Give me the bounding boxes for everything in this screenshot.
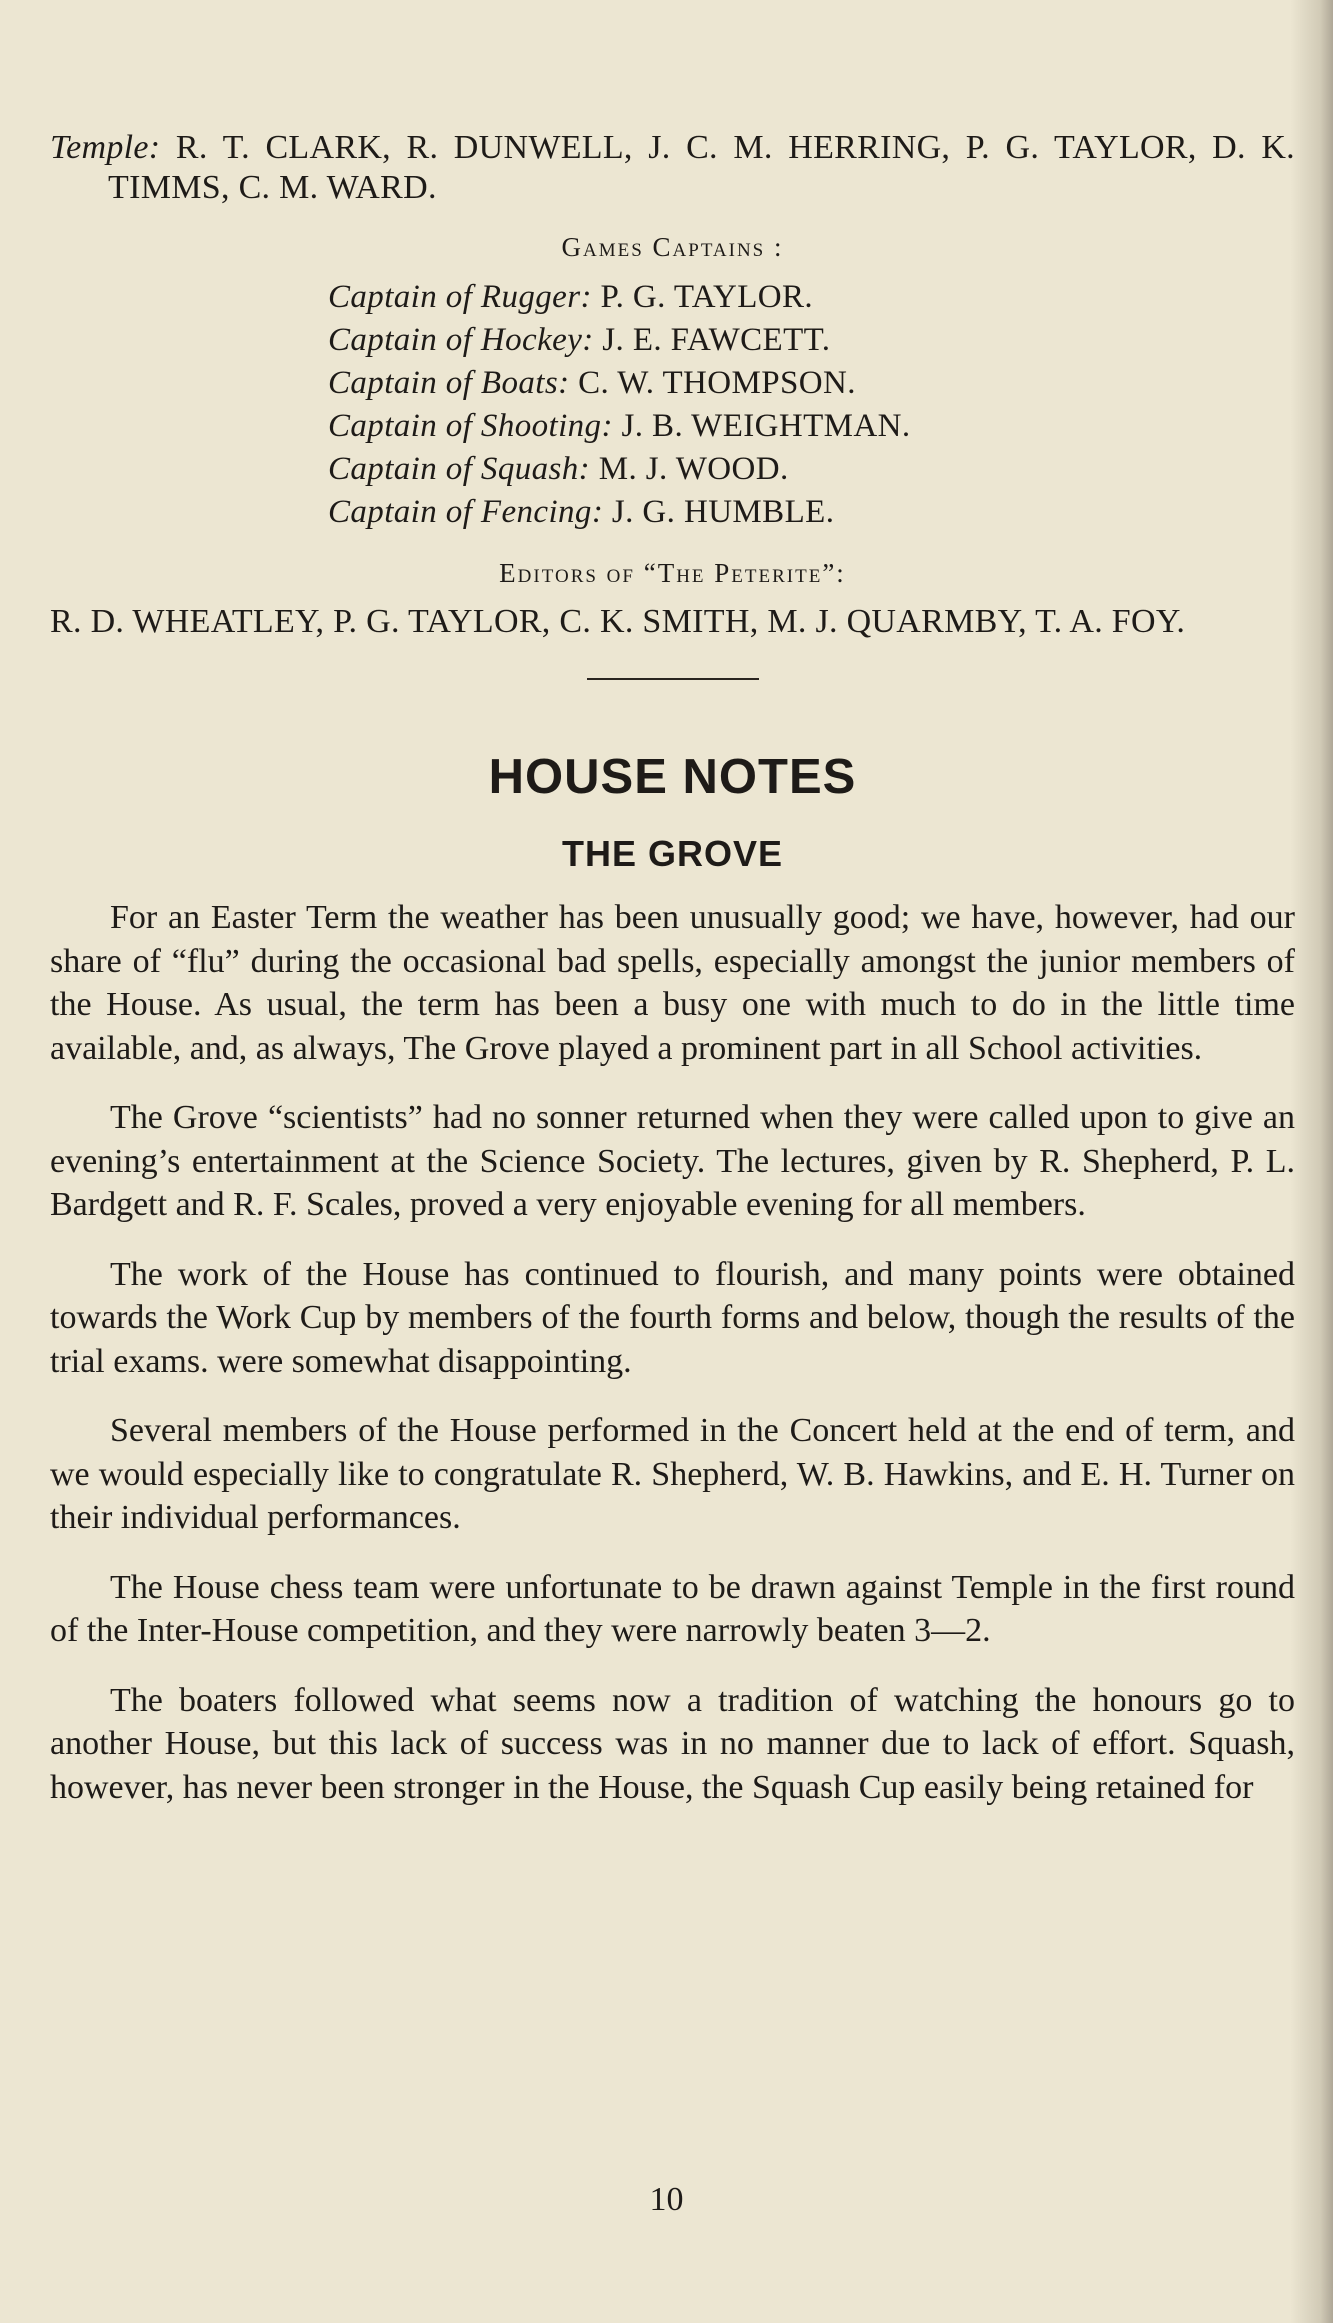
captain-name: M. J. WOOD. <box>590 451 789 487</box>
games-captains-heading: Games Captains : <box>561 232 784 262</box>
captain-squash <box>328 448 1295 491</box>
captain-name: P. G. TAYLOR. <box>591 279 814 315</box>
captain-rugger <box>328 276 1295 319</box>
paragraph: Several members of the House performed in the Concert held at the end of term, and we would especially like to congratulate R. Shepherd, W. B. Hawkins, and E. H. Turner on their individual performances. <box>50 1412 1295 1536</box>
paragraph: The Grove “scientists” had no sonner returned when they were called upon to give an evening’s entertainment at the Science Society. The lectures, given by R. Shepherd, P. L. Bardgett and R. F. Scales, proved a very enjoyable evening for all members. <box>50 1099 1295 1223</box>
page-content <box>50 128 1295 1835</box>
editors-heading: Editors of “The Peterite”: <box>499 558 846 588</box>
captain-boats <box>328 362 1295 405</box>
paragraph: The House chess team were unfortunate to be drawn against Temple in the first round of the Inter-House competition, and they were narrowly beaten 3—2. <box>50 1568 1295 1649</box>
editors-names: R. D. WHEATLEY, P. G. TAYLOR, C. K. SMITH, M. J. QUARMBY, T. A. FOY. <box>50 603 1186 640</box>
section-divider <box>587 678 759 680</box>
captain-role: Captain of Squash: <box>328 451 591 487</box>
house-notes-body <box>50 896 1295 1809</box>
temple-members-line <box>50 128 1295 208</box>
paragraph: For an Easter Term the weather has been unusually good; we have, however, had our share of “flu” during the occasional bad spells, especially amongst the junior members of the House. As usual, the term has been a busy one with much to do in the little time available, and, as always, The Grove played a prominent part in all School activities. <box>50 899 1295 1067</box>
temple-label: Temple: <box>50 129 161 166</box>
captain-role: Captain of Hockey: <box>328 322 594 358</box>
captain-fencing <box>328 491 1295 534</box>
captain-hockey <box>328 319 1295 362</box>
section-subtitle: THE GROVE <box>561 833 784 874</box>
section-title: HOUSE NOTES <box>488 750 857 804</box>
captain-role: Captain of Rugger: <box>328 279 592 315</box>
captain-name: J. G. HUMBLE. <box>603 494 835 530</box>
captain-role: Captain of Boats: <box>328 365 570 401</box>
page-number: 10 <box>649 2181 684 2218</box>
games-captains-list <box>328 276 1295 534</box>
temple-names: R. T. CLARK, R. DUNWELL, J. C. M. HERRING, P. G. TAYLOR, D. K. TIMMS, C. M. WARD. <box>108 129 1295 206</box>
captain-name: J. E. FAWCETT. <box>593 322 831 358</box>
paragraph: The boaters followed what seems now a tradition of watching the honours go to another House, but this lack of success was in no manner due to lack of effort. Squash, however, has never been stronger in the House, the Squash Cup easily being retained for <box>50 1681 1295 1806</box>
captain-shooting <box>328 405 1295 448</box>
captain-name: C. W. THOMPSON. <box>569 365 856 401</box>
paragraph: The work of the House has continued to flourish, and many points were obtained towards the Work Cup by members of the fourth forms and below, though the results of the trial exams. were somewhat disappointing. <box>50 1255 1295 1380</box>
captain-role: Captain of Fencing: <box>328 494 604 530</box>
captain-name: J. B. WEIGHTMAN. <box>612 408 911 444</box>
captain-role: Captain of Shooting: <box>328 408 613 444</box>
